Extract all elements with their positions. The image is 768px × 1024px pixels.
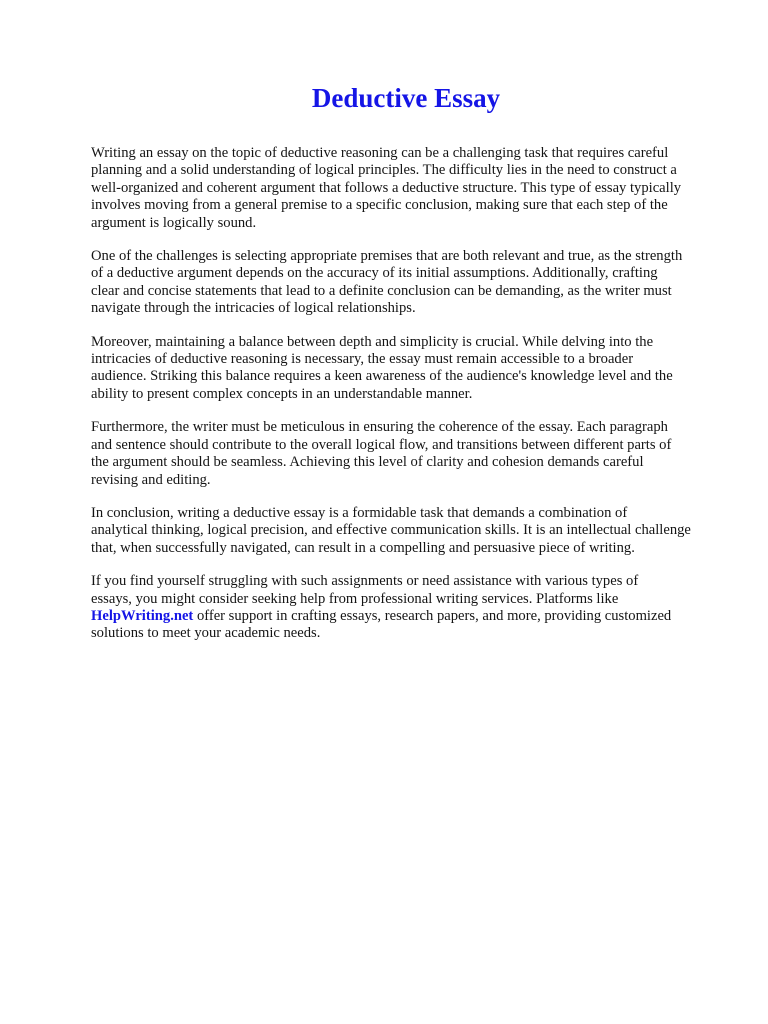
paragraph-closing bbox=[91, 573, 733, 643]
paragraph-line: Moreover, maintaining a balance between depth and simplicity is crucial. While delving into the bbox=[91, 333, 654, 350]
paragraph-line bbox=[91, 608, 733, 625]
paragraph-line: In conclusion, writing a deductive essay is a formidable task that demands a combination of bbox=[91, 504, 628, 521]
paragraph-line: clear and concise statements that lead to a definite conclusion can be demanding, as the writer must bbox=[91, 282, 672, 299]
paragraph-5 bbox=[91, 505, 733, 557]
paragraph-line: solutions to meet your academic needs. bbox=[91, 625, 321, 642]
paragraph-1 bbox=[91, 145, 733, 232]
helpwriting-link[interactable]: HelpWriting.net bbox=[91, 607, 194, 624]
paragraph-line: Writing an essay on the topic of deductive reasoning can be a challenging task that requires careful bbox=[91, 145, 669, 161]
paragraph-line: One of the challenges is selecting appropriate premises that are both relevant and true, as the strength bbox=[91, 248, 683, 265]
paragraph-3 bbox=[91, 334, 733, 404]
paragraph-line: involves moving from a general premise to a specific conclusion, making sure that each step of the bbox=[91, 197, 668, 214]
paragraph-line: essays, you might consider seeking help from professional writing services. Platforms like bbox=[91, 590, 619, 607]
paragraph-line: analytical thinking, logical precision, and effective communication skills. It is an intellectual challenge bbox=[91, 522, 691, 539]
paragraph-line: that, when successfully navigated, can result in a compelling and persuasive piece of writing. bbox=[91, 539, 635, 556]
paragraph-line: revising and editing. bbox=[91, 471, 211, 488]
paragraph-line: of a deductive argument depends on the accuracy of its initial assumptions. Additionally, crafting bbox=[91, 265, 658, 282]
paragraph-line: argument is logically sound. bbox=[91, 214, 257, 231]
paragraph-line: and sentence should contribute to the overall logical flow, and transitions between different parts of bbox=[91, 436, 672, 453]
paragraph-line: intricacies of deductive reasoning is necessary, the essay must remain accessible to a broader bbox=[91, 351, 634, 368]
paragraph-line: navigate through the intricacies of logical relationships. bbox=[91, 300, 416, 317]
paragraph-4 bbox=[91, 419, 733, 489]
paragraph-line: If you find yourself struggling with such assignments or need assistance with various types of bbox=[91, 573, 639, 590]
document-title: Deductive Essay bbox=[311, 83, 501, 113]
document-body bbox=[91, 145, 733, 659]
paragraph-2 bbox=[91, 248, 733, 318]
paragraph-line: Furthermore, the writer must be meticulous in ensuring the coherence of the essay. Each paragraph bbox=[91, 419, 668, 436]
paragraph-line: well-organized and coherent argument that follows a deductive structure. This type of essay typically bbox=[91, 179, 682, 196]
paragraph-text: offer support in crafting essays, research papers, and more, providing customized bbox=[193, 607, 672, 624]
paragraph-line: audience. Striking this balance requires a keen awareness of the audience's knowledge level and the bbox=[91, 368, 673, 385]
paragraph-line: ability to present complex concepts in an understandable manner. bbox=[91, 385, 473, 402]
paragraph-line: planning and a solid understanding of logical principles. The difficulty lies in the need to construct a bbox=[91, 162, 677, 179]
paragraph-line: the argument should be seamless. Achieving this level of clarity and cohesion demands careful bbox=[91, 454, 644, 471]
